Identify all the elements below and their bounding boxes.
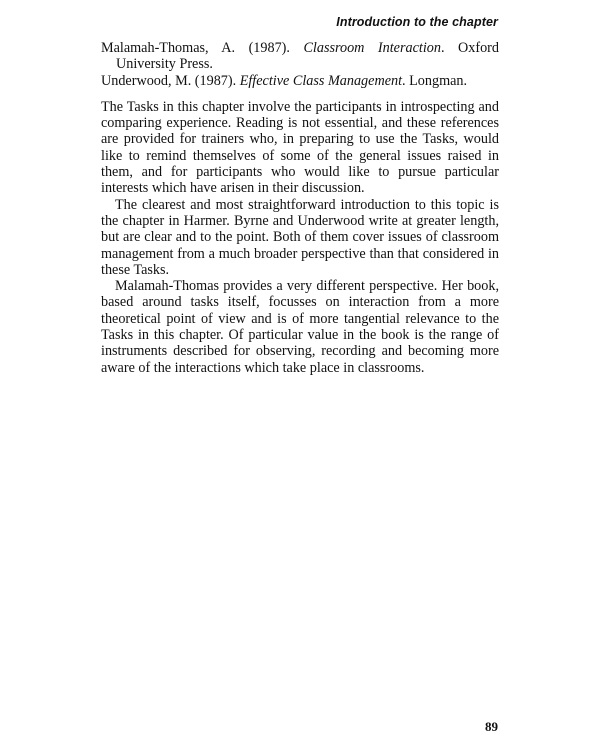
- reference-entry: [101, 73, 499, 89]
- body-paragraph: The clearest and most straightforward introduction to this topic is the chapter in Harmer. Byrne and Underwood write at greater length, but are clear and to the point. Both of them cover issues of classroom management from a much broader perspective than that considered in these Tasks.: [101, 196, 499, 278]
- reference-publisher: . Longman.: [402, 72, 468, 89]
- page-content: [101, 40, 499, 376]
- body-paragraph: Malamah-Thomas provides a very different perspective. Her book, based around tasks itself, focusses on interaction from a more theoretical point of view and is of more tangential relevance to the Tasks in this chapter. Of particular value in the book is the range of instruments described for observing, recording and becoming more aware of the interactions which take place in classrooms.: [101, 278, 499, 376]
- reference-title: Effective Class Management: [239, 72, 403, 89]
- running-head: Introduction to the chapter: [336, 15, 498, 29]
- reference-author-year: Underwood, M. (1987).: [101, 72, 240, 89]
- reference-entry: [101, 40, 499, 73]
- reference-author-year: Malamah-Thomas, A. (1987).: [101, 40, 304, 56]
- reference-list: [101, 40, 499, 89]
- body-paragraph: The Tasks in this chapter involve the participants in introspecting and comparing experience. Reading is not essential, and these references are provided for trainers who, in preparing to use the Tasks, would like to remind themselves of some of the general issues raised in them, and for participants who would like to pursue particular interests which have arisen in their discussion.: [101, 98, 499, 197]
- page-number: 89: [485, 719, 498, 734]
- reference-publisher: . Oxford University Press.: [116, 40, 499, 73]
- reference-title: Classroom Interaction: [303, 40, 441, 56]
